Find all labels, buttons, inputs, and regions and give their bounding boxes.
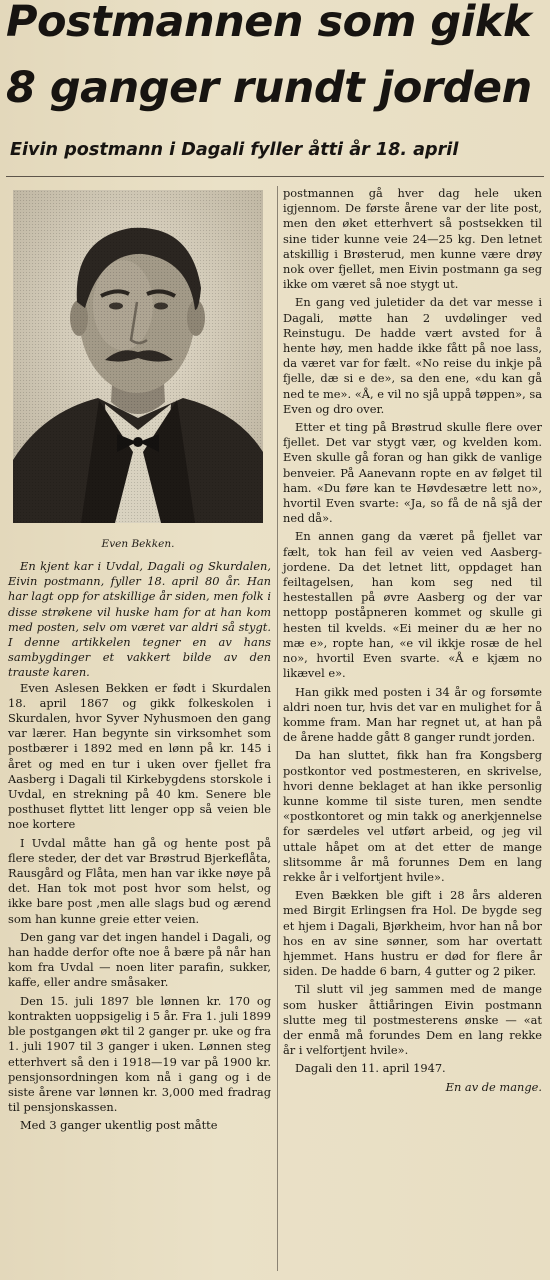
body-paragraph: En annen gang da været på fjellet var fælt, tok han feil av veien ved Aasberg-jordene. Da det letnet litt, oppdaget han feiltagelsen, han kom seg ned til hestestallen på øvre Aasberg og der var nettopp poståpneren kommet og skulle gi hesten til kvelds. «Ei meiner du æ her no mæ e», ropte han, «e vil ikkje rosæ de hel no», hvortil Even svarte. «Å e kjæm no likævel e». [283,529,542,681]
right-column [283,186,542,1098]
photo-caption: Even Bekken. [101,538,175,550]
body-paragraph: Han gikk med posten i 34 år og forsømte aldri noen tur, hvis det var en mulighet for å komme fram. Man har regnet ut, at han på de årene hadde gått 8 ganger rundt jorden. [283,684,542,745]
subheadline: Eivin postmann i Dagali fyller åtti år 18. april [10,140,459,160]
portrait-illustration [13,190,263,523]
body-paragraph: Med 3 ganger ukentlig post måtte [20,1118,218,1133]
dateline: Dagali den 11. april 1947. [295,1061,446,1076]
headline-line-1: Postmannen som gikk [6,0,532,47]
headline-line-2: 8 ganger rundt jorden [6,63,532,113]
body-paragraph: Da han sluttet, fikk han fra Kongsberg postkontor ved postmesteren, en skrivelse, hvori denne beklaget at han ikke personlig kunne komme til siste turen, men sendte «postkontoret og min takk og anerkjennelse for særdeles vel utført arbeid, og jeg vil uttale håpet om at det etter de mange slitsomme år må forunnes Dem en lang rekke år i velfortjent hvile». [283,748,542,884]
left-column [8,559,271,1137]
intro-paragraph: En kjent kar i Uvdal, Dagali og Skurdalen, Eivin postmann, fyller 18. april 80 år. Han har lagt opp for atskillige år siden, men folk i disse strøkene vil huske ham for at han kom med posten, selv om været var aldri så stygt. I denne artikkelen tegner en av hans sambygdinger et vakkert bilde av den trauste karen. [8,559,271,680]
signature: En av de mange. [445,1079,542,1094]
body-paragraph: postmannen gå hver dag hele uken igjennom. De første årene var der lite post, men den øket etterhvert så postsekken til sine tider kunne veie 24—25 kg. Den letnet atskillig i Brøsterud, men kunne være drøy nok over fjellet, men Eivin postmann ga seg ikke om været så noe stygt ut. [283,186,542,292]
header-rule [6,176,544,177]
body-paragraph: Etter et ting på Brøstrud skulle flere over fjellet. Det var stygt vær, og kvelden kom. Even skulle gå foran og han gikk de vanlige benveier. På Aanevann ropte en av følget til ham. «Du føre kan te Høvdesætre lett no», hvortil Even svarte: «Ja, so få de nå sjå der ned då». [283,420,542,526]
body-paragraph: En gang ved juletider da det var messe i Dagali, møtte han 2 uvdølinger ved Reinstugu. De hadde vært avsted for å hente høy, men hadde ikke fått på noe lass, da været var for fælt. «No reise du inkje på fjelle, dæ si e de», sa den ene, «du kan gå ned te me». «Å, e vil no sjå uppå tøppen», sa Even og dro over. [283,295,542,416]
column-divider [277,186,278,1271]
portrait-photo [13,190,263,523]
body-paragraph: Den gang var det ingen handel i Dagali, og han hadde derfor ofte noe å bære på når han kom fra Uvdal — noen liter parafin, sukker, kaffe, eller andre småsaker. [8,929,271,990]
body-paragraph: Den 15. juli 1897 ble lønnen kr. 170 og kontrakten uoppsigelig i 5 år. Fra 1. juli 1899 ble postgangen økt til 2 ganger pr. uke og fra 1. juli 1907 til 3 ganger i uken. Lønnen steg etterhvert så den i 1918—19 var på 1900 kr. pensjonsordningen kom nå i gang og i de siste årene var lønnen kr. 3,000 med fradrag til pensjonskassen. [8,993,271,1115]
headline [6,0,546,113]
body-paragraph: Til slutt vil jeg sammen med de mange som husker åttiåringen Eivin postmann slutte meg til postmesterens ønske — «at der enmå må forundes Dem en lang rekke år i velfortjent hvile». [283,982,542,1058]
body-paragraph: Even Bækken ble gift i 28 års alderen med Birgit Erlingsen fra Hol. De bygde seg et hjem i Dagali, Bjørkheim, hvor han nå bor hos en av sine sønner, som har overtatt hjemmet. Hans hustru er død for flere år siden. De hadde 6 barn, 4 gutter og 2 piker. [283,888,542,979]
body-paragraph: I Uvdal måtte han gå og hente post på flere steder, der det var Brøstrud Bjerkeflåta, Rausgård og Flåta, men han var ikke nøye på det. Han tok mot post hvor som helst, og ikke bare post ,men alle slags bud og ærend som han kunne greie etter veien. [8,835,271,926]
body-paragraph: Even Aslesen Bekken er født i Skurdalen 18. april 1867 og gikk folkeskolen i Skurdalen, hvor Syver Nyhusmoen den gang var lærer. Han begynte sin virksomhet som postbærer i 1892 med en lønn på kr. 145 i året og med en tur i uken over fjellet fra Aasberg i Dagali til Kirkebygdens storskole i Uvdal, en strekning på 40 km. Senere ble posthuset flyttet litt lenger opp så veien ble noe kortere [8,680,271,832]
